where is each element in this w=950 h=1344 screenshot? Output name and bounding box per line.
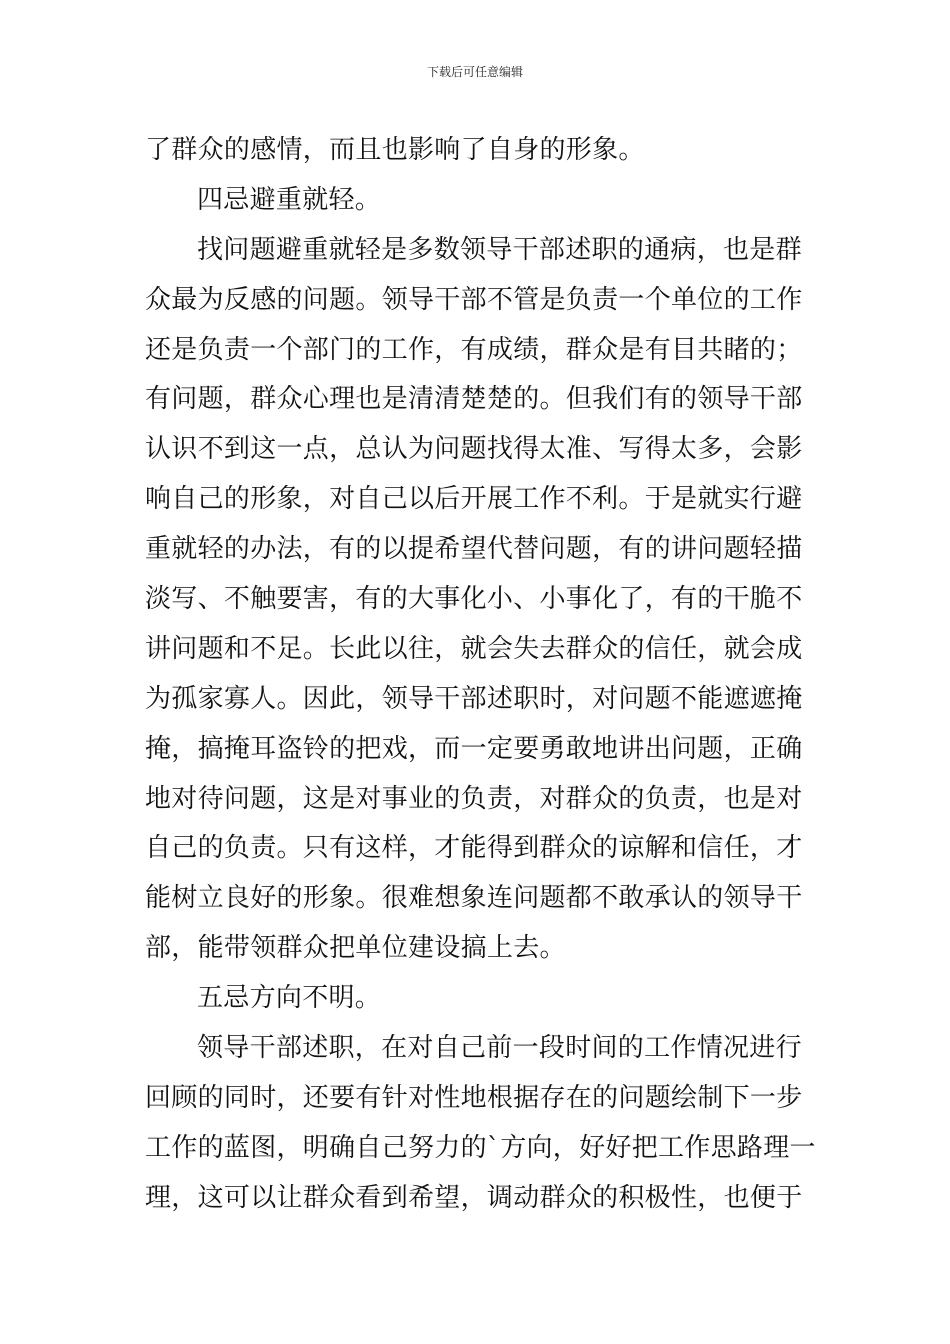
text-line: 讲问题和不足。长此以往，就会失去群众的信任，就会成 [145, 633, 803, 664]
text-line: 部，能带领群众把单位建设搞上去。 [145, 933, 566, 964]
text-line: 重就轻的办法，有的以提希望代替问题，有的讲问题轻描 [145, 534, 803, 565]
body-text [145, 126, 816, 1224]
page-header: 下载后可任意编辑 [426, 65, 523, 79]
text-line: 响自己的形象，对自己以后开展工作不利。于是就实行避 [145, 484, 803, 515]
text-line: 有问题，群众心理也是清清楚楚的。但我们有的领导干部 [145, 384, 803, 415]
text-line: 回顾的同时，还要有针对性地根据存在的问题绘制下一步 [145, 1082, 803, 1113]
text-line: 掩，搞掩耳盗铃的把戏，而一定要勇敢地讲出问题，正确 [145, 733, 803, 764]
text-line: 能树立良好的形象。很难想象连问题都不敢承认的领导干 [145, 883, 803, 914]
text-line: 淡写、不触要害，有的大事化小、小事化了，有的干脆不 [145, 584, 803, 615]
text-line: 还是负责一个部门的工作，有成绩，群众是有目共睹的； [145, 334, 803, 365]
text-line: 领导干部述职，在对自己前一段时间的工作情况进行 [197, 1033, 802, 1064]
text-line: 工作的蓝图，明确自己努力的`方向，好好把工作思路理一 [145, 1132, 816, 1163]
text-line: 地对待问题，这是对事业的负责，对群众的负责，也是对 [145, 783, 803, 814]
text-line: 自己的负责。只有这样，才能得到群众的谅解和信任，才 [145, 833, 803, 864]
text-line: 四忌避重就轻。 [197, 184, 382, 215]
text-line: 为孤家寡人。因此，领导干部述职时，对问题不能遮遮掩 [145, 683, 803, 714]
text-line: 找问题避重就轻是多数领导干部述职的通病，也是群 [197, 234, 802, 265]
text-line: 认识不到这一点，总认为问题找得太准、写得太多，会影 [145, 434, 803, 465]
text-line: 五忌方向不明。 [197, 983, 382, 1014]
text-line: 众最为反感的问题。领导干部不管是负责一个单位的工作 [145, 284, 803, 315]
text-line: 了群众的感情，而且也影响了自身的形象。 [145, 135, 645, 165]
text-line: 理，这可以让群众看到希望，调动群众的积极性，也便于 [145, 1182, 803, 1213]
